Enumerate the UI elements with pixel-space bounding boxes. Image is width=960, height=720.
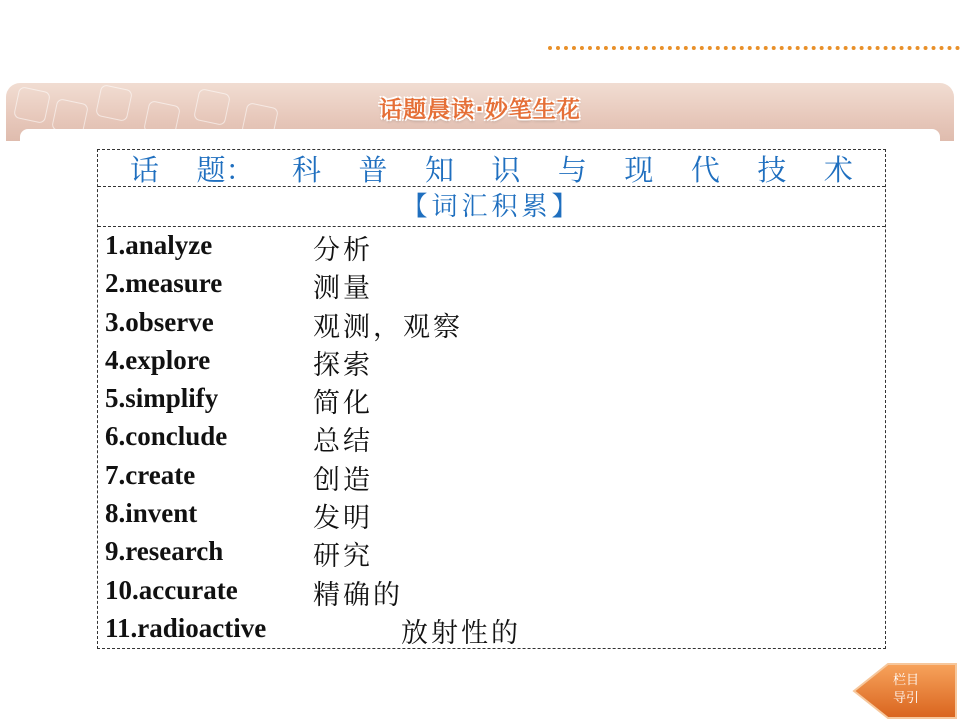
nav-label [882,672,930,708]
chinese-meaning: 创造 [313,464,373,496]
banner-title: 话题晨读·妙笔生花 [379,97,581,123]
topic-char: 现 [624,152,654,187]
topic-char: 代 [690,152,720,187]
english-word: 9.research [105,536,224,567]
topic-char: 技 [757,152,787,187]
english-word: 2.measure [105,268,223,299]
list-item [105,534,875,572]
nav-label-line1: 栏目 [892,673,919,688]
chinese-meaning: 放射性的 [401,617,521,649]
decorative-dotted-line [548,46,960,50]
english-word: 4.explore [105,344,211,375]
chinese-meaning: 研究 [313,541,373,573]
list-item [105,419,875,457]
topic-char: 题： [196,152,255,187]
section-nav-button[interactable] [852,662,960,720]
english-word: 6.conclude [105,421,228,452]
list-item [105,305,875,343]
list-item [105,266,875,304]
vocab-heading: 【词汇积累】 [98,188,885,227]
topic-char: 术 [823,152,853,187]
topic-char: 与 [557,152,587,187]
chinese-meaning: 分析 [313,235,373,266]
banner-inner-strip [20,129,940,141]
list-item [105,381,875,419]
chinese-meaning: 测量 [313,273,373,305]
topic-char: 普 [358,152,388,187]
list-item [105,573,875,611]
section-banner [6,83,954,141]
english-word: 5.simplify [105,383,219,414]
word-list [105,228,875,649]
english-word: 8.invent [105,498,198,529]
english-word: 7.create [105,459,196,490]
vocabulary-table [97,149,886,649]
topic-char: 话 [130,152,160,187]
chinese-meaning: 精确的 [313,579,403,611]
topic-row [98,150,885,187]
list-item [105,458,875,496]
english-word: 10.accurate [105,574,238,605]
chinese-meaning: 观测，观察 [313,311,463,343]
english-word: 11.radioactive [105,612,267,643]
chinese-meaning: 总结 [313,426,373,458]
nav-label-line2: 导引 [892,691,919,706]
topic-char: 科 [291,152,321,187]
english-word: 3.observe [105,306,214,337]
list-item [105,496,875,534]
list-item [105,228,875,266]
chinese-meaning: 发明 [313,503,373,535]
list-item [105,343,875,381]
topic-char: 知 [424,152,454,187]
english-word: 1.analyze [105,230,213,260]
topic-char: 识 [491,152,521,187]
chinese-meaning: 简化 [313,388,373,420]
list-item [105,611,875,649]
chinese-meaning: 探索 [313,349,373,381]
